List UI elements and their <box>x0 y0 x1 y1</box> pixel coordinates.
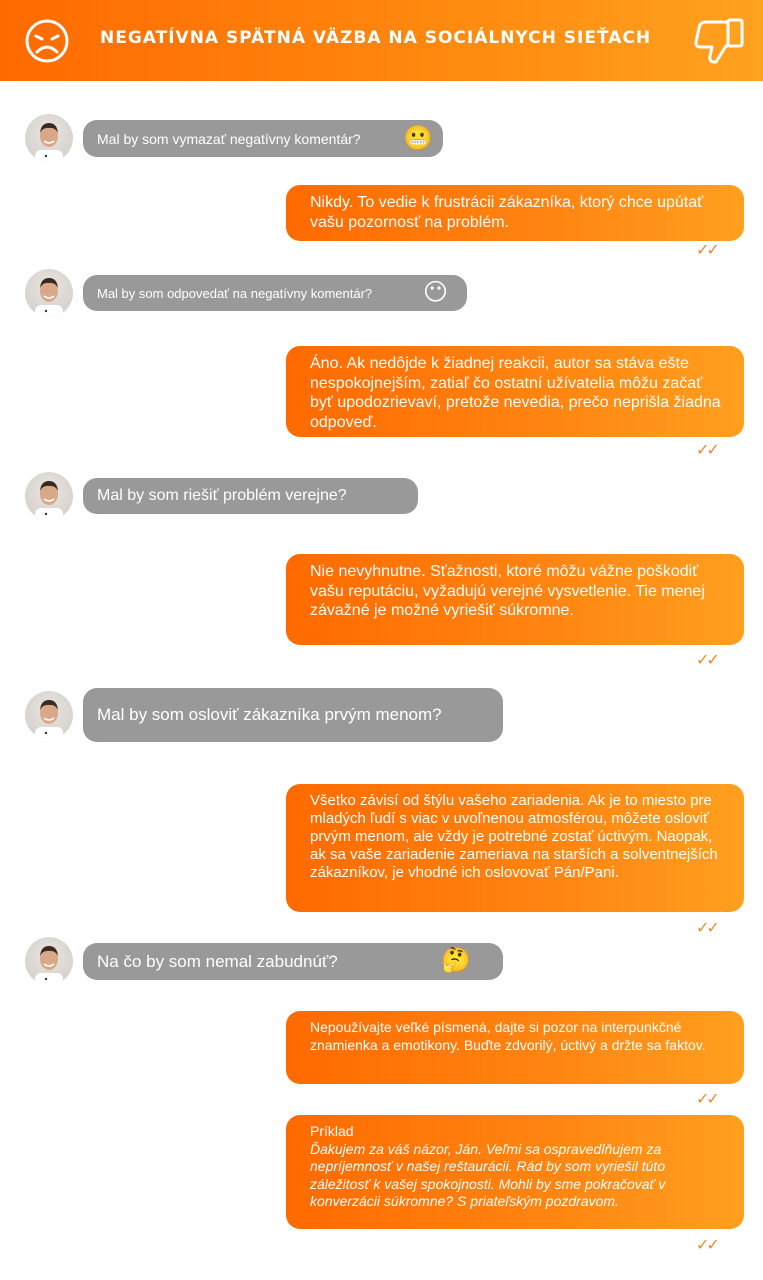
question-bubble <box>83 275 467 311</box>
example-bubble <box>286 1115 744 1229</box>
read-receipt-icon: ✓✓ <box>696 240 717 259</box>
question-bubble <box>83 478 418 514</box>
answer-text: Nikdy. To vedie k frustrácii zákazníka, ktorý chce upútať vašu pozornosť na problém. <box>310 194 704 231</box>
read-receipt-icon: ✓✓ <box>696 440 717 459</box>
chef-avatar-image <box>25 691 73 739</box>
header-bar <box>0 0 763 81</box>
answer-text: Nie nevyhnutne. Sťažnosti, ktoré môžu vážne poškodiť vašu reputáciu, vyžadujú verejné vysvetlenie. Tie menej závažné je možné vyriešiť súkromne. <box>310 563 705 620</box>
chef-avatar-image <box>25 114 73 162</box>
answer-bubble <box>286 346 744 437</box>
grimacing-emoji-icon: 😬 <box>403 125 433 152</box>
chef-avatar-image <box>25 269 73 317</box>
chef-avatar <box>25 691 73 739</box>
question-text: Mal by som vymazať negatívny komentár? <box>97 130 361 147</box>
answer-bubble <box>286 784 744 912</box>
answer-bubble <box>286 554 744 645</box>
chef-avatar-image <box>25 937 73 985</box>
answer-text: Áno. Ak nedôjde k žiadnej reakcii, autor sa stáva ešte nespokojnejším, zatiaľ čo ostatní užívatelia môžu začať byť upodozrievaví, pretože nevedia, prečo neprišla žiadna odpoveď. <box>310 355 721 431</box>
answer-text: Nepoužívajte veľké písmená, dajte si pozor na interpunkčné znamienka a emotikony. Buďte zdvorilý, úctivý a držte sa faktov. <box>310 1019 706 1053</box>
question-text: Na čo by som nemal zabudnúť? <box>97 951 338 971</box>
answer-bubble <box>286 1011 744 1084</box>
question-bubble <box>83 688 503 742</box>
example-label: Príklad <box>310 1123 354 1139</box>
answer-bubble <box>286 185 744 241</box>
page-title: NEGATÍVNA SPÄTNÁ VÄZBA NA SOCIÁLNYCH SIEŤACH <box>100 28 652 48</box>
sad-face-icon <box>24 18 70 64</box>
question-text: Mal by som riešiť problém verejne? <box>97 487 347 504</box>
question-text: Mal by som odpovedať na negatívny komentár? <box>97 285 373 301</box>
answer-text: Všetko závisí od štýlu vašeho zariadenia. Ak je to miesto pre mladých ľudí s viac v uvoľnenou atmosférou, môžete osloviť prvým menom, ale vždy je potrebné zostať úctivým. Naopak, ak sa vaše zariadenie zameriava na starších a solventnejších zákazníkov, je vhodné ich oslovovať Pán/Pani. <box>310 792 718 881</box>
read-receipt-icon: ✓✓ <box>696 1089 717 1108</box>
question-text: Mal by som osloviť zákazníka prvým menom? <box>97 705 442 724</box>
thumbs-down-icon <box>692 16 746 66</box>
chef-avatar <box>25 937 73 985</box>
no-mouth-emoji-icon: 😶 <box>423 279 449 306</box>
question-bubble <box>83 943 503 980</box>
thinking-emoji-icon: 🤔 <box>441 947 471 974</box>
chef-avatar <box>25 114 73 162</box>
read-receipt-icon: ✓✓ <box>696 1235 717 1254</box>
example-text: Ďakujem za váš názor, Ján. Veľmi sa ospravedlňujem za nepríjemnosť v našej reštaurácii. Rád by som vyriešil túto záležitosť k vašej spokojnosti. Mohli by sme pokračovať v konverzácii súkromne? S priateľským pozdravom. <box>310 1140 666 1209</box>
read-receipt-icon: ✓✓ <box>696 918 717 937</box>
read-receipt-icon: ✓✓ <box>696 650 717 669</box>
chef-avatar-image <box>25 472 73 520</box>
chef-avatar <box>25 472 73 520</box>
question-bubble <box>83 120 443 157</box>
chef-avatar <box>25 269 73 317</box>
